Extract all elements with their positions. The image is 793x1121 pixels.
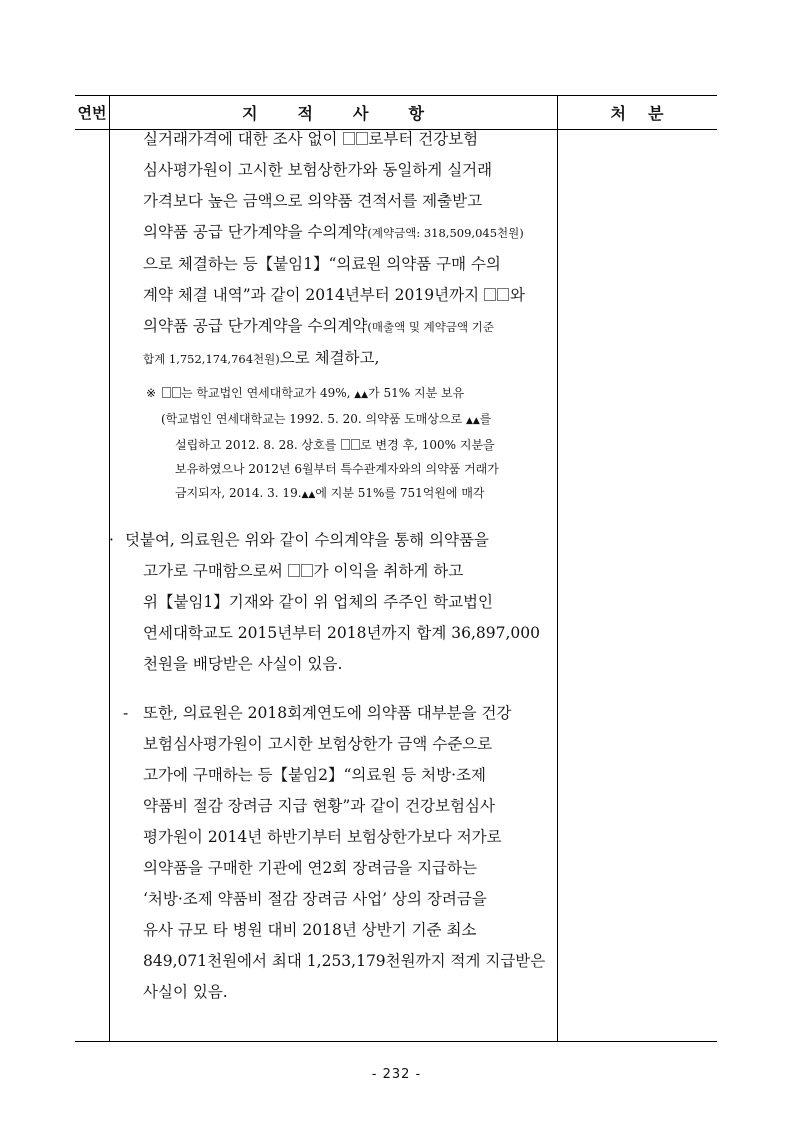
redacted-box bbox=[341, 439, 350, 450]
page-number: - 232 - bbox=[371, 1067, 422, 1082]
dash-mark: - bbox=[123, 704, 129, 722]
redacted-box bbox=[356, 132, 368, 145]
reference-mark: ※ bbox=[146, 386, 157, 400]
column-divider bbox=[109, 96, 110, 1041]
findings-body bbox=[109, 129, 556, 1008]
footnote: ※ 는 학교법인 연세대학교가 49%, ▲▲가 51% 지분 보유 (학교법인 연세대학교는 1992. 5. 20. 의약품 도매상으로 ▲▲를 설립하고 2012. 8. 28. 상호를 로 변경 후, 100% 지분을 보유하였으나 2012년 6월부터 특수관계자와의 의약품 거래가 금지되자, 2014. 3. 19.▲▲에 지분 51%를 751억원에 매각 bbox=[113, 381, 556, 507]
redacted-box bbox=[484, 288, 496, 301]
redacted-box bbox=[172, 387, 181, 398]
redacted-box bbox=[343, 132, 355, 145]
redacted-box bbox=[351, 439, 360, 450]
redacted-box bbox=[162, 387, 171, 398]
audit-findings-table bbox=[75, 95, 717, 1042]
header-findings: 지적사항 bbox=[242, 104, 464, 123]
header-serial-number: 연번 bbox=[77, 104, 107, 122]
paragraph-incentive: - 또한, 의료원은 2018회계연도에 의약품 대부분을 건강 보험심사평가원이 고시한 보험상한가 금액 수준으로 고가에 구매하는 등【붙임2】“의료원 등 처방·조제 약품비 절감 장려금 지급 현황”과 같이 건강보험심사 평가원이 2014년 하반기부터 보험상한가보다 저가로 의약품을 구매한 기관에 연2회 장려금을 지급하는 ‘처방·조제 약품비 절감 장려금 사업’ 상의 장려금을 유사 규모 타 병원 대비 2018년 상반기 기준 최소 849,071천원에서 최대 1,253,179천원까지 적게 지급받은 사실이 있음. bbox=[113, 698, 556, 1008]
paragraph-contract: 실거래가격에 대한 조사 없이 로부터 건강보험 심사평가원이 고시한 보험상한가와 동일하게 실거래 가격보다 높은 금액으로 의약품 견적서를 제출받고 의약품 공급 단가계약을 수의계약(계약금액: 318,509,045천원) 으로 체결하는 등【붙임1】“의료원 의약품 구매 수의 계약 체결 내역”과 같이 2014년부터 2019년까지 와 의약품 공급 단가계약을 수의계약(매출액 및 계약금액 기준 합계 1,752,174,764천원)으로 체결하고, bbox=[143, 130, 525, 367]
paragraph-dividend: · 덧붙여, 의료원은 위와 같이 수의계약을 통해 의약품을 고가로 구매함으로써 가 이익을 취하게 하고 위【붙임1】기재와 같이 위 업체의 주주인 학교법인 연세대학교도 2015년부터 2018년까지 합계 36,897,000 천원을 배당받은 사실이 있음. bbox=[113, 525, 556, 680]
redacted-triangles: ▲▲ bbox=[301, 490, 316, 500]
column-divider bbox=[557, 96, 558, 1041]
redacted-box bbox=[497, 288, 509, 301]
redacted-triangles: ▲▲ bbox=[354, 390, 369, 400]
redacted-box bbox=[301, 564, 313, 577]
redacted-box bbox=[288, 564, 300, 577]
redacted-triangles: ▲▲ bbox=[465, 416, 480, 426]
header-disposition: 처분 bbox=[610, 104, 686, 123]
bullet-mark: · bbox=[109, 531, 114, 549]
